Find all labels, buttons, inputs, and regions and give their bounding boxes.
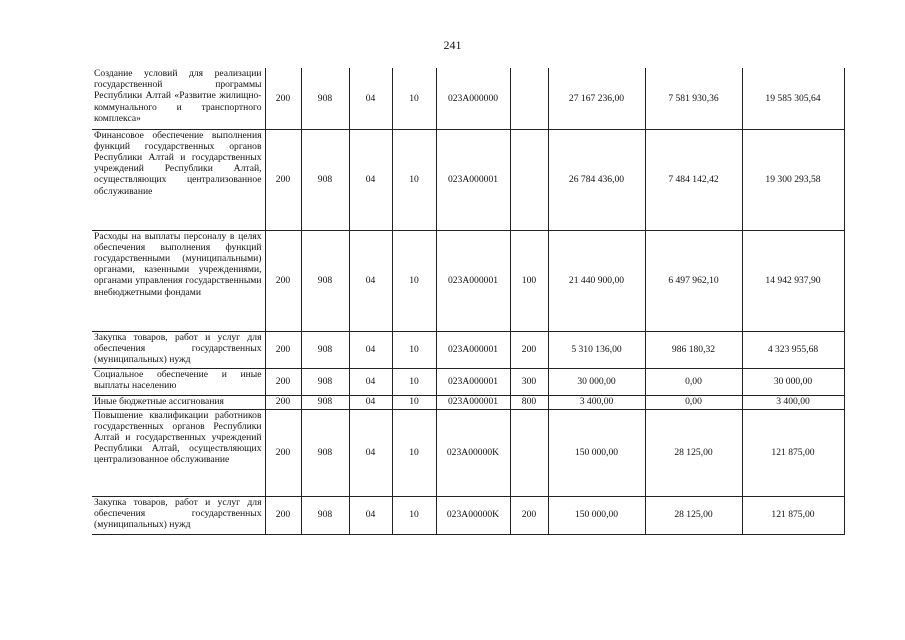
cell-remaining: 14 942 937,90 [742,230,844,331]
cell-total: 3 400,00 [548,395,645,409]
cell-code: 200 [265,368,301,395]
cell-subsection: 10 [392,395,436,409]
row-name: Создание условий для реализации государственной программы Республики Алтай «Развитие жилищно-коммунального и транспортного комплекса» [92,68,265,129]
cell-remaining: 3 400,00 [742,395,844,409]
cell-target-article: 023A000001 [436,331,510,368]
table-row [92,496,844,534]
cell-total: 150 000,00 [548,409,645,496]
cell-executed: 986 180,32 [645,331,742,368]
cell-expense-type: 200 [510,331,548,368]
cell-executed: 0,00 [645,395,742,409]
cell-section: 04 [349,368,392,395]
cell-expense-type [510,68,548,129]
cell-target-article: 023A000001 [436,395,510,409]
cell-code: 200 [265,409,301,496]
cell-executed: 7 484 142,42 [645,129,742,230]
cell-target-article: 023A00000K [436,409,510,496]
cell-target-article: 023A000001 [436,368,510,395]
row-name: Повышение квалификации работников государственных органов Республики Алтай и государственных учреждений Республики Алтай, осуществляющих централизованное обслуживание [92,409,265,496]
cell-expense-type: 800 [510,395,548,409]
cell-executed: 28 125,00 [645,409,742,496]
cell-remaining: 30 000,00 [742,368,844,395]
cell-total: 5 310 136,00 [548,331,645,368]
cell-grbs: 908 [301,368,349,395]
cell-executed: 6 497 962,10 [645,230,742,331]
cell-section: 04 [349,496,392,534]
cell-code: 200 [265,230,301,331]
cell-section: 04 [349,230,392,331]
row-name: Иные бюджетные ассигнования [92,395,265,409]
cell-code: 200 [265,331,301,368]
cell-section: 04 [349,395,392,409]
cell-expense-type: 100 [510,230,548,331]
cell-code: 200 [265,129,301,230]
cell-total: 27 167 236,00 [548,68,645,129]
cell-remaining: 4 323 955,68 [742,331,844,368]
cell-total: 21 440 900,00 [548,230,645,331]
table-row [92,368,844,395]
cell-expense-type [510,129,548,230]
table-row [92,395,844,409]
cell-subsection: 10 [392,68,436,129]
cell-grbs: 908 [301,230,349,331]
cell-subsection: 10 [392,331,436,368]
cell-grbs: 908 [301,409,349,496]
cell-grbs: 908 [301,129,349,230]
cell-remaining: 121 875,00 [742,496,844,534]
cell-section: 04 [349,409,392,496]
cell-section: 04 [349,68,392,129]
cell-remaining: 19 585 305,64 [742,68,844,129]
row-name: Социальное обеспечение и иные выплаты населению [92,368,265,395]
cell-subsection: 10 [392,230,436,331]
row-name: Закупка товаров, работ и услуг для обеспечения государственных (муниципальных) нужд [92,331,265,368]
cell-grbs: 908 [301,68,349,129]
page-number: 241 [443,38,462,52]
cell-code: 200 [265,68,301,129]
cell-grbs: 908 [301,395,349,409]
cell-remaining: 121 875,00 [742,409,844,496]
cell-executed: 0,00 [645,368,742,395]
cell-subsection: 10 [392,496,436,534]
cell-subsection: 10 [392,409,436,496]
cell-code: 200 [265,496,301,534]
cell-total: 26 784 436,00 [548,129,645,230]
cell-grbs: 908 [301,331,349,368]
cell-grbs: 908 [301,496,349,534]
table-row [92,129,844,230]
table-row [92,409,844,496]
row-name: Расходы на выплаты персоналу в целях обеспечения выполнения функций государственными (муниципальными) органами, казенными учреждениями, органами управления государственными внебюджетными фондами [92,230,265,331]
cell-code: 200 [265,395,301,409]
cell-target-article: 023A000001 [436,230,510,331]
cell-total: 30 000,00 [548,368,645,395]
cell-subsection: 10 [392,129,436,230]
row-name: Закупка товаров, работ и услуг для обеспечения государственных (муниципальных) нужд [92,496,265,534]
cell-executed: 7 581 930,36 [645,68,742,129]
budget-table [92,68,845,535]
table-row [92,230,844,331]
row-name: Финансовое обеспечение выполнения функций государственных органов Республики Алтай и государственных учреждений Республики Алтай, осуществляющих централизованное обслуживание [92,129,265,230]
cell-remaining: 19 300 293,58 [742,129,844,230]
cell-target-article: 023A000001 [436,129,510,230]
cell-subsection: 10 [392,368,436,395]
cell-section: 04 [349,129,392,230]
cell-section: 04 [349,331,392,368]
cell-expense-type: 300 [510,368,548,395]
cell-target-article: 023A000000 [436,68,510,129]
table-row [92,331,844,368]
cell-executed: 28 125,00 [645,496,742,534]
cell-expense-type [510,409,548,496]
cell-total: 150 000,00 [548,496,645,534]
cell-expense-type: 200 [510,496,548,534]
table-row [92,68,844,129]
cell-target-article: 023A00000K [436,496,510,534]
